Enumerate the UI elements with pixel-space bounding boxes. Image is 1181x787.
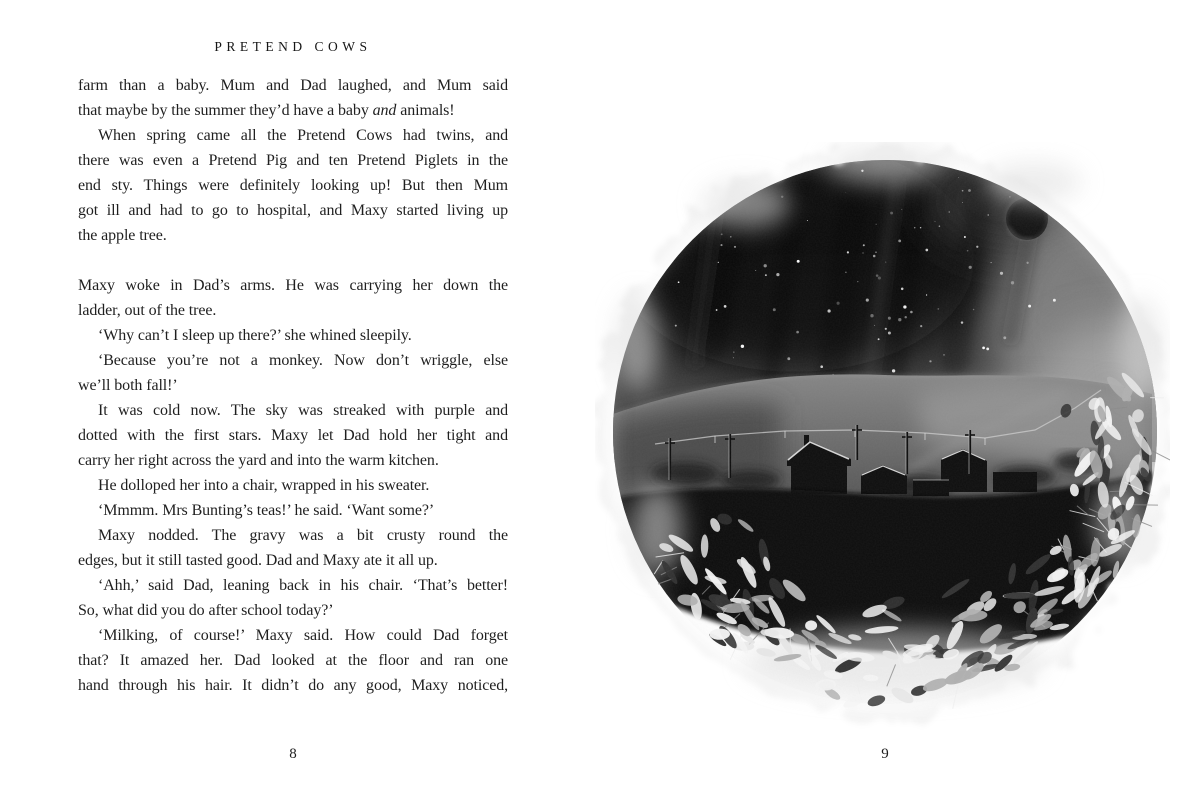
text-line: When spring came all the Pretend Cows had twins, and: [98, 127, 508, 144]
text-line: ‘Why can’t I sleep up there?’ she whined sleepily.: [98, 327, 412, 344]
text-line: It was cold now. The sky was streaked with purple and: [98, 402, 508, 419]
text-line: He dolloped her into a chair, wrapped in his sweater.: [98, 477, 430, 494]
page-number-left: 8: [289, 746, 297, 762]
body-text: [78, 73, 508, 698]
text-line: ladder, out of the tree.: [78, 302, 217, 319]
text-line: ‘Mmmm. Mrs Bunting’s teas!’ he said. ‘Want some?’: [98, 502, 435, 519]
page-left: [0, 0, 590, 787]
night-farm-illustration: [595, 142, 1170, 732]
text-line: ‘Ahh,’ said Dad, leaning back in his chair. ‘That’s better!: [98, 577, 508, 594]
text-line: dotted with the first stars. Maxy let Dad hold her tight and: [78, 427, 508, 444]
text-line: Maxy woke in Dad’s arms. He was carrying her down the: [78, 277, 508, 294]
text-line: the apple tree.: [78, 227, 167, 244]
text-line: carry her right across the yard and into the warm kitchen.: [78, 452, 439, 469]
text-line: farm than a baby. Mum and Dad laughed, and Mum said: [78, 77, 508, 94]
text-line: ‘Because you’re not a monkey. Now don’t wriggle, else: [98, 352, 508, 369]
text-line: hand through his hair. It didn’t do any good, Maxy noticed,: [78, 677, 508, 694]
page-right: [590, 0, 1181, 787]
text-line: Maxy nodded. The gravy was a bit crusty round the: [98, 527, 508, 544]
text-line: we’ll both fall!’: [78, 377, 178, 394]
text-line: that maybe by the summer they’d have a baby and animals!: [78, 102, 455, 119]
text-line: got ill and had to go to hospital, and Maxy started living up: [78, 202, 508, 219]
blank-line: [78, 248, 508, 273]
text-line: ‘Milking, of course!’ Maxy said. How could Dad forget: [98, 627, 508, 644]
running-head: PRETEND COWS: [214, 39, 372, 54]
text-line: end sty. Things were definitely looking up! But then Mum: [78, 177, 508, 194]
text-line: that? It amazed her. Dad looked at the floor and ran one: [78, 652, 508, 669]
page-number-right: 9: [881, 746, 889, 762]
text-line: edges, but it still tasted good. Dad and Maxy ate it all up.: [78, 552, 438, 569]
text-line: there was even a Pretend Pig and ten Pretend Piglets in the: [78, 152, 508, 169]
text-line: So, what did you do after school today?’: [78, 602, 334, 619]
